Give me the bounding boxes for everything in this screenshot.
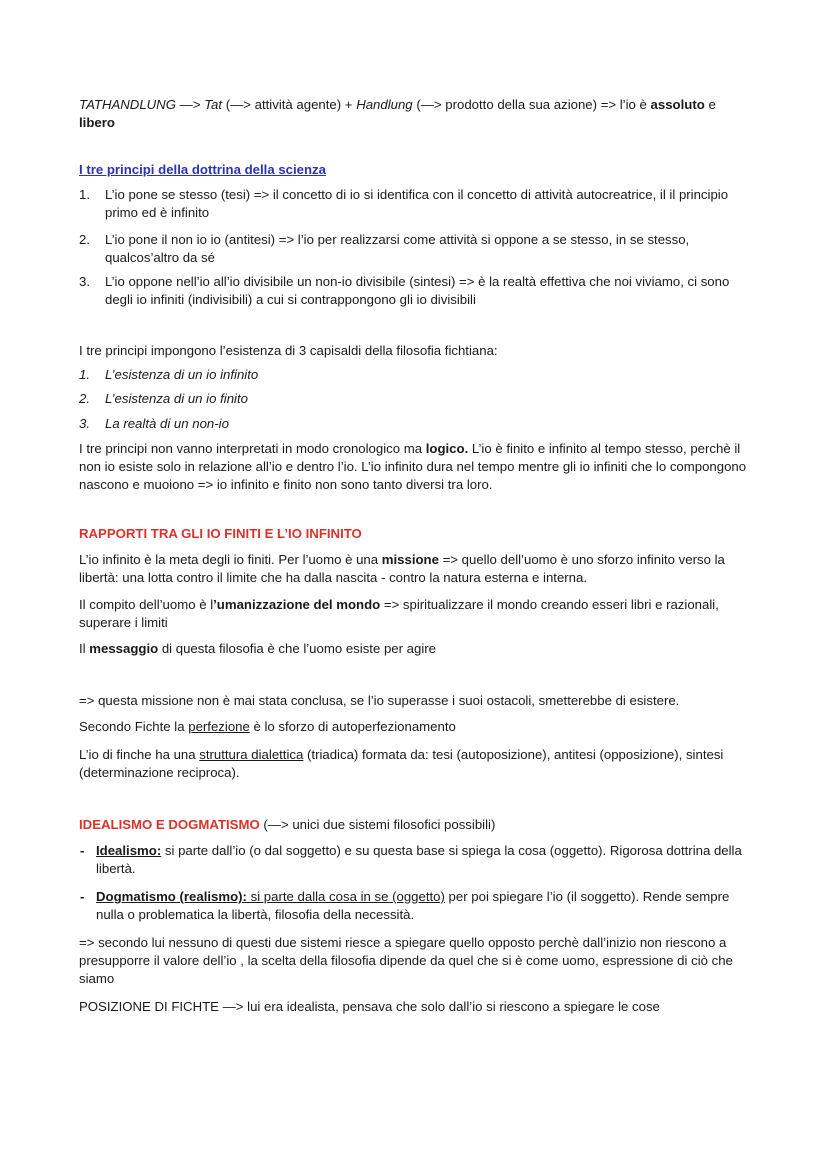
capisaldo-number: 2. xyxy=(79,391,90,406)
rapporti-paragraph-4: => questa missione non è mai stata conclusa, se l’io superasse i suoi ostacoli, smetterebbe di esistere. xyxy=(79,693,680,708)
capisaldo-text: L’esistenza di un io finito xyxy=(105,391,248,406)
term-libero: libero xyxy=(79,115,115,130)
intro-paragraph: TATHANDLUNG —> Tat (—> attività agente) + Handlung (—> prodotto della sua azione) => l’io è assoluto e libero xyxy=(79,97,716,130)
bullet-dash: - xyxy=(80,843,85,858)
principle-number: 1. xyxy=(79,187,90,202)
idealismo-item: Idealismo: si parte dall’io (o dal soggetto) e su questa base si spiega la cosa (oggetto). Rigorosa dottrina della libertà. xyxy=(96,843,742,876)
idealismo-heading: IDEALISMO E DOGMATISMO (—> unici due sistemi filosofici possibili) xyxy=(79,817,496,832)
rapporti-paragraph-3: Il messaggio di questa filosofia è che l’uomo esiste per agire xyxy=(79,641,436,656)
capisaldi-intro: I tre principi impongono l’esistenza di 3 capisaldi della filosofia fichtiana: xyxy=(79,343,498,358)
term-assoluto: assoluto xyxy=(650,97,705,112)
capisaldi-paragraph: I tre principi non vanno interpretati in modo cronologico ma logico. L’io è finito e infinito al tempo stesso, perchè il non io esiste solo in relazione all’io e dentro l’io. L’io infinito dura nel tempo mentre gli io infiniti che lo compongono nascono e muoiono => io infinito e finito non sono tanto diversi tra loro. xyxy=(79,441,747,492)
capisaldo-number: 1. xyxy=(79,367,90,382)
dogmatismo-item: Dogmatismo (realismo): si parte dalla cosa in se (oggetto) per poi spiegare l’io (il soggetto). Rende sempre nulla o problematica la libertà, filosofia della necessità. xyxy=(96,889,730,922)
bullet-dash: - xyxy=(80,889,85,904)
capisaldo-number: 3. xyxy=(79,416,90,431)
term-tat: Tat xyxy=(204,97,223,112)
idealismo-paragraph-2: POSIZIONE DI FICHTE —> lui era idealista, pensava che solo dall’io si riescono a spiegare le cose xyxy=(79,999,660,1014)
idealismo-paragraph-1: => secondo lui nessuno di questi due sistemi riesce a spiegare quello opposto perchè dall’inizio non riescono a presupporre il valore dell’io , la scelta della filosofia dipende da quel che si è come uomo, espressione di ciò che siamo xyxy=(79,935,733,986)
capisaldo-text: La realtà di un non-io xyxy=(105,416,229,431)
principle-text: L’io pone se stesso (tesi) => il concetto di io si identifica con il concetto di attività autocreatrice, il il principio primo ed è infinito xyxy=(105,187,729,220)
capisaldo-text: L’esistenza di un io infinito xyxy=(105,367,259,382)
rapporti-heading: RAPPORTI TRA GLI IO FINITI E L’IO INFINITO xyxy=(79,526,362,541)
principle-text: L’io pone il non io io (antitesi) => l’io per realizzarsi come attività si oppone a se stesso, in se stesso, qualcos’altro da sé xyxy=(105,232,690,265)
rapporti-paragraph-6: L’io di finche ha una struttura dialettica (triadica) formata da: tesi (autoposizione), antitesi (opposizione), sintesi (determinazione reciproca). xyxy=(79,747,724,780)
principles-heading: I tre principi della dottrina della scienza xyxy=(79,162,326,177)
rapporti-paragraph-1: L’io infinito è la meta degli io finiti. Per l’uomo è una missione => quello dell’uomo è uno sforzo infinito verso la libertà: una lotta contro il limite che ha dalla nascita - contro la natura esterna e interna. xyxy=(79,552,725,585)
term-tathandlung: TATHANDLUNG xyxy=(79,97,176,112)
term-handlung: Handlung xyxy=(356,97,413,112)
principle-number: 2. xyxy=(79,232,90,247)
principle-number: 3. xyxy=(79,274,90,289)
rapporti-paragraph-2: Il compito dell’uomo è l’umanizzazione del mondo => spiritualizzare il mondo creando esseri libri e razionali, superare i limiti xyxy=(79,597,719,630)
rapporti-paragraph-5: Secondo Fichte la perfezione è lo sforzo di autoperfezionamento xyxy=(79,719,456,734)
principle-text: L’io oppone nell’io all’io divisibile un non-io divisibile (sintesi) => è la realtà effettiva che noi viviamo, ci sono degli io infiniti (indivisibili) a cui si contrappongono gli io divisibili xyxy=(105,274,730,307)
